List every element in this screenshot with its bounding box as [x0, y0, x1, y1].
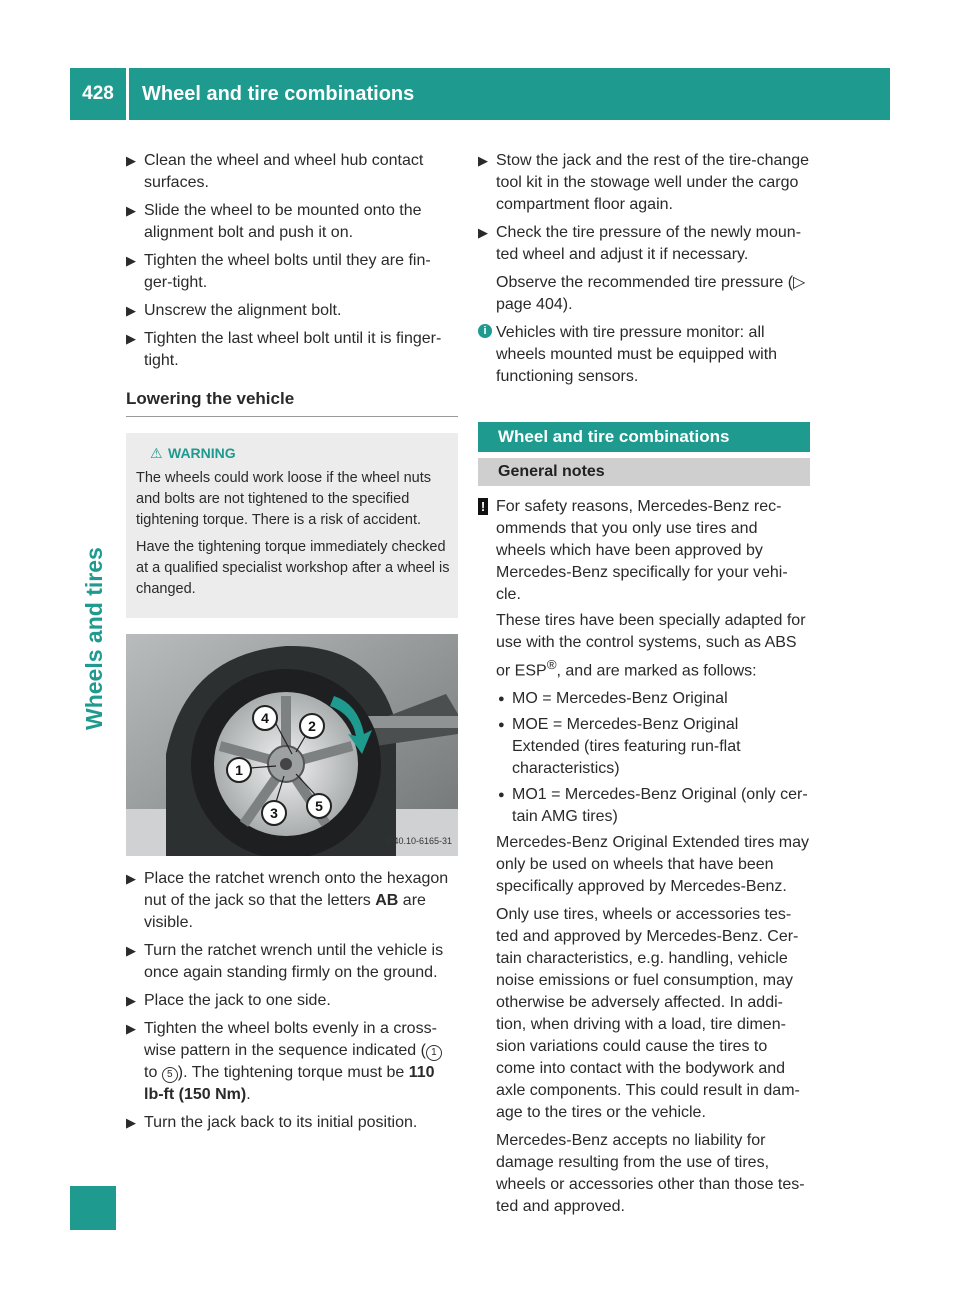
warning-box	[126, 433, 458, 618]
step-tighten-last: ▶ Tighten the last wheel bolt until it is finger-tight.	[126, 330, 442, 369]
page-number: 428	[82, 83, 114, 104]
step-turn-ratchet: ▶ Turn the ratchet wrench until the vehicle is once again standing firmly on the ground.	[126, 942, 444, 981]
wheel-illustration	[126, 634, 458, 856]
step-check-pressure: ▶ Check the tire pressure of the newly moun-ted wheel and adjust it if necessary.	[478, 224, 802, 263]
page-reference-link[interactable]: page 404	[496, 296, 563, 313]
warning-title: ⚠ WARNING	[136, 443, 450, 464]
arrow-icon: ▶	[126, 331, 136, 346]
arrow-icon: ▶	[126, 871, 136, 886]
liability-text: Mercedes-Benz accepts no liability for damage resulting from the use of tires, wheels or accessories other than those tes-ted and approved.	[496, 1132, 805, 1216]
step-tighten-crosswise: ▶ Tighten the wheel bolts evenly in a cross-wise pattern in the sequence indicated ( 1 to 5 ). The tightening torque must be 110 lb-ft (150 Nm).	[126, 1018, 458, 1106]
bullet-icon: ●	[498, 789, 505, 802]
arrow-icon: ▶	[478, 225, 488, 240]
callout-3: 3	[261, 800, 287, 826]
warning-text-1: The wheels could work loose if the wheel nuts and bolts are not tightened to the specified tightening torque. There is a risk of accident.	[136, 470, 431, 528]
right-column	[478, 150, 810, 1224]
extended-tires-text: Mercedes-Benz Original Extended tires may only be used on wheels that have been specifically approved by Mercedes-Benz.	[496, 834, 810, 896]
callout-1: 1	[226, 757, 252, 783]
callout-4: 4	[252, 705, 278, 731]
arrow-icon: ▶	[126, 993, 136, 1008]
bullet-icon: ●	[498, 693, 505, 706]
warning-triangle-icon: ⚠	[150, 445, 163, 461]
image-code: P40.10-6165-31	[387, 836, 452, 846]
callout-2: 2	[299, 713, 325, 739]
callout-5: 5	[306, 793, 332, 819]
list-item: ● MOE = Mercedes-Benz Original Extended (tires featuring run-flat characteristics)	[498, 716, 741, 778]
header-divider	[126, 68, 129, 120]
step-ratchet: ▶ Place the ratchet wrench onto the hexagon nut of the jack so that the letters AB are visible.	[126, 870, 449, 931]
arrow-icon: ▶	[126, 303, 136, 318]
arrow-icon: ▶	[126, 153, 136, 168]
arrow-icon: ▶	[126, 1115, 136, 1130]
step-jack-back: ▶ Turn the jack back to its initial position.	[126, 1112, 458, 1134]
bullet-icon: ●	[498, 719, 505, 732]
wheel-bolt-sequence-image	[126, 634, 458, 856]
marker-1: 1	[426, 1045, 442, 1061]
arrow-icon: ▶	[126, 943, 136, 958]
info-icon: i	[478, 324, 492, 338]
step-unscrew: ▶ Unscrew the alignment bolt.	[126, 300, 458, 322]
list-item: ● MO = Mercedes-Benz Original	[478, 688, 810, 710]
subheading-lowering: Lowering the vehicle	[126, 388, 458, 417]
page-ref-arrow-icon: ▷	[793, 274, 809, 291]
approved-only-text: Only use tires, wheels or accessories tes-ted and approved by Mercedes-Benz. Cer-tain characteristics, e.g. handling, vehicle noise emissions or fuel consumption, may otherwise be adversely affected. In addi-tion, when driving with a load, tire dimen-sion variations could cause the tires to come into contact with the bodywork and axle components. This could result in dam-age to the tires or the vehicle.	[496, 906, 800, 1122]
pressure-note: Observe the recommended tire pressure (▷ page 404).	[496, 274, 809, 313]
step-slide: ▶ Slide the wheel to be mounted onto the alignment bolt and push it on.	[126, 202, 422, 241]
adapted-tires-text: These tires have been specially adapted for use with the control systems, such as ABS or ESP®, and are marked as follows:	[496, 612, 806, 680]
info-note: i Vehicles with tire pressure monitor: all wheels mounted must be equipped with functioning sensors.	[478, 322, 810, 388]
subsection-heading: General notes	[478, 458, 810, 486]
arrow-icon: ▶	[126, 253, 136, 268]
step-stow-jack: ▶ Stow the jack and the rest of the tire-change tool kit in the stowage well under the cargo compartment floor again.	[478, 152, 810, 213]
notice: ! For safety reasons, Mercedes-Benz rec-ommends that you only use tires and wheels which have been approved by Mercedes-Benz specifically for your vehi-cle.	[478, 496, 810, 606]
warning-text-2: Have the tightening torque immediately checked at a qualified specialist workshop after a wheel is changed.	[136, 539, 450, 597]
arrow-icon: ▶	[126, 1021, 136, 1036]
page-title: Wheel and tire combinations	[142, 83, 415, 105]
step-place-jack: ▶ Place the jack to one side.	[126, 990, 458, 1012]
exclamation-icon: !	[478, 498, 488, 515]
marker-5: 5	[162, 1067, 178, 1083]
side-tab-block	[70, 1186, 116, 1230]
step-clean: ▶ Clean the wheel and wheel hub contact surfaces.	[126, 152, 424, 191]
left-column	[126, 150, 458, 1140]
arrow-icon: ▶	[478, 153, 488, 168]
list-item: ● MO1 = Mercedes-Benz Original (only cer-tain AMG tires)	[498, 786, 808, 826]
section-heading: Wheel and tire combinations	[478, 422, 810, 452]
arrow-icon: ▶	[126, 203, 136, 218]
side-tab-label: Wheels and tires	[81, 547, 107, 730]
step-tighten-finger: ▶ Tighten the wheel bolts until they are fin-ger-tight.	[126, 252, 431, 291]
